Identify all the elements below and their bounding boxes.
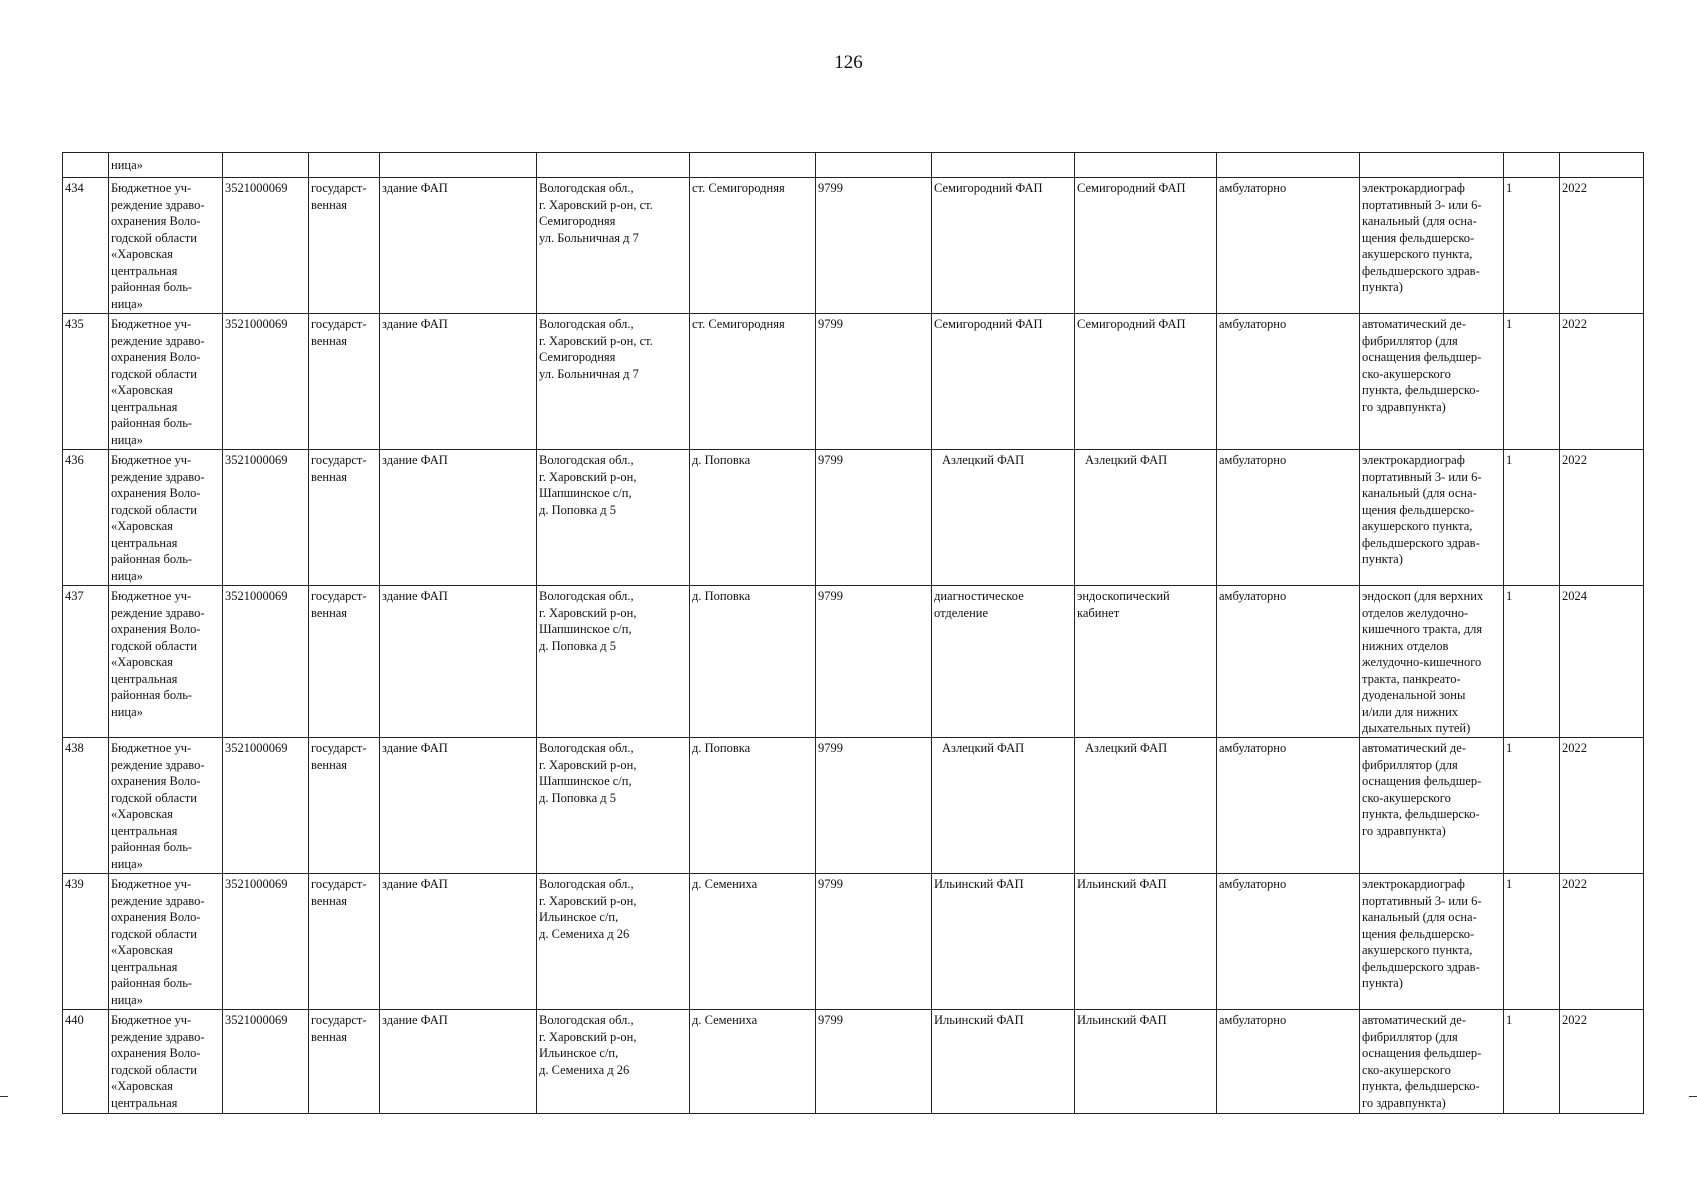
cell-qty: 1 [1504,178,1560,314]
cell-num [63,153,109,178]
cell-equipment: электрокардиограф портативный 3- или 6- канальный (для осна- щения фельдшерско- акушерского пункта, фельдшерского здрав- пункта) [1360,178,1504,314]
registry-table [62,152,1644,1114]
cell-ownership: государст- венная [309,874,380,1010]
cell-year: 2022 [1560,178,1644,314]
cell-address: Вологодская обл., г. Харовский р-он, Ильинское с/п, д. Семениха д 26 [537,1010,690,1114]
cell-division: Ильинский ФАП [932,874,1075,1010]
cell-year: 2024 [1560,586,1644,738]
cell-num: 435 [63,314,109,450]
cell-inn: 3521000069 [223,586,309,738]
cell-code: 9799 [816,450,932,586]
cell-equipment: автоматический де- фибриллятор (для оснащения фельдшер- ско-акушерского пункта, фельдшерско- го здравпункта) [1360,1010,1504,1114]
cell-address: Вологодская обл., г. Харовский р-он, Шапшинское с/п, д. Поповка д 5 [537,738,690,874]
cell-locality: д. Семениха [690,1010,816,1114]
cell-subdivision: Ильинский ФАП [1075,874,1217,1010]
cell-subdivision: Семигородний ФАП [1075,178,1217,314]
cell-inn: 3521000069 [223,314,309,450]
cell-building: здание ФАП [380,738,537,874]
cell-subdivision: эндоскопический кабинет [1075,586,1217,738]
cell-equipment: эндоскоп (для верхних отделов желудочно- кишечного тракта, для нижних отделов желудочно-кишечного тракта, панкреато- дуоденальной зоны и/или для нижних дыхательных путей) [1360,586,1504,738]
cell-division: Азлецкий ФАП [932,738,1075,874]
cell-locality: ст. Семигородняя [690,178,816,314]
cell-building: здание ФАП [380,1010,537,1114]
cell-year: 2022 [1560,738,1644,874]
cell-ownership: государст- венная [309,586,380,738]
cell-code: 9799 [816,738,932,874]
cell-year: 2022 [1560,874,1644,1010]
cell-qty [1504,153,1560,178]
cell-inn: 3521000069 [223,738,309,874]
cell-num: 434 [63,178,109,314]
cell-equipment: автоматический де- фибриллятор (для оснащения фельдшер- ско-акушерского пункта, фельдшерско- го здравпункта) [1360,314,1504,450]
page-number: 126 [834,52,863,73]
cell-year: 2022 [1560,314,1644,450]
cell-inn: 3521000069 [223,450,309,586]
cell-subdivision: Ильинский ФАП [1075,1010,1217,1114]
cell-org: Бюджетное уч- реждение здраво- охранения Воло- годской области «Харовская центральная районная боль- ница» [109,450,223,586]
cell-address: Вологодская обл., г. Харовский р-он, Шапшинское с/п, д. Поповка д 5 [537,586,690,738]
cell-address: Вологодская обл., г. Харовский р-он, Шапшинское с/п, д. Поповка д 5 [537,450,690,586]
cell-code: 9799 [816,178,932,314]
cell-locality [690,153,816,178]
cell-subdivision [1075,153,1217,178]
cell-building: здание ФАП [380,874,537,1010]
cell-ownership [309,153,380,178]
cell-num: 440 [63,1010,109,1114]
cell-qty: 1 [1504,314,1560,450]
cell-equipment: электрокардиограф портативный 3- или 6- канальный (для осна- щения фельдшерско- акушерского пункта, фельдшерского здрав- пункта) [1360,450,1504,586]
cell-subdivision: Семигородний ФАП [1075,314,1217,450]
cell-building [380,153,537,178]
cell-equipment [1360,153,1504,178]
cell-org: Бюджетное уч- реждение здраво- охранения Воло- годской области «Харовская центральная районная боль- ница» [109,586,223,738]
cell-org: Бюджетное уч- реждение здраво- охранения Воло- годской области «Харовская центральная районная боль- ница» [109,314,223,450]
cell-subdivision: Азлецкий ФАП [1075,738,1217,874]
table-row [63,1010,1644,1114]
cell-org: Бюджетное уч- реждение здраво- охранения Воло- годской области «Харовская центральная районная боль- ница» [109,178,223,314]
cell-inn: 3521000069 [223,178,309,314]
cell-inn: 3521000069 [223,874,309,1010]
cell-org: Бюджетное уч- реждение здраво- охранения Воло- годской области «Харовская центральная [109,1010,223,1114]
table-row [63,738,1644,874]
cell-mode: амбулаторно [1217,1010,1360,1114]
cell-qty: 1 [1504,1010,1560,1114]
cell-qty: 1 [1504,874,1560,1010]
cell-locality: д. Поповка [690,450,816,586]
cell-mode: амбулаторно [1217,178,1360,314]
cell-subdivision: Азлецкий ФАП [1075,450,1217,586]
cell-code [816,153,932,178]
cell-division: Семигородний ФАП [932,314,1075,450]
cell-address [537,153,690,178]
cell-mode [1217,153,1360,178]
table-row [63,314,1644,450]
cell-ownership: государст- венная [309,178,380,314]
cell-year [1560,153,1644,178]
cell-locality: ст. Семигородняя [690,314,816,450]
table-row [63,586,1644,738]
table-row [63,450,1644,586]
cell-building: здание ФАП [380,178,537,314]
cell-building: здание ФАП [380,450,537,586]
cell-num: 438 [63,738,109,874]
cell-division: Семигородний ФАП [932,178,1075,314]
cell-division: Азлецкий ФАП [932,450,1075,586]
scan-edge-mark-right [1689,1096,1697,1097]
cell-ownership: государст- венная [309,314,380,450]
cell-year: 2022 [1560,450,1644,586]
scan-edge-mark-left [0,1096,8,1097]
cell-qty: 1 [1504,586,1560,738]
cell-code: 9799 [816,874,932,1010]
cell-num: 439 [63,874,109,1010]
cell-org: Бюджетное уч- реждение здраво- охранения Воло- годской области «Харовская центральная районная боль- ница» [109,874,223,1010]
cell-address: Вологодская обл., г. Харовский р-он, ст. Семигородняя ул. Больничная д 7 [537,178,690,314]
cell-num: 437 [63,586,109,738]
cell-num: 436 [63,450,109,586]
cell-building: здание ФАП [380,586,537,738]
cell-ownership: государст- венная [309,450,380,586]
cell-ownership: государст- венная [309,1010,380,1114]
cell-org: ница» [109,153,223,178]
cell-equipment: электрокардиограф портативный 3- или 6- канальный (для осна- щения фельдшерско- акушерского пункта, фельдшерского здрав- пункта) [1360,874,1504,1010]
cell-inn [223,153,309,178]
cell-equipment: автоматический де- фибриллятор (для оснащения фельдшер- ско-акушерского пункта, фельдшерско- го здравпункта) [1360,738,1504,874]
cell-code: 9799 [816,314,932,450]
cell-locality: д. Поповка [690,586,816,738]
cell-locality: д. Семениха [690,874,816,1010]
cell-mode: амбулаторно [1217,738,1360,874]
cell-mode: амбулаторно [1217,586,1360,738]
cell-division: Ильинский ФАП [932,1010,1075,1114]
cell-ownership: государст- венная [309,738,380,874]
continuation-row [63,153,1644,178]
table-row [63,874,1644,1010]
cell-qty: 1 [1504,738,1560,874]
cell-building: здание ФАП [380,314,537,450]
cell-org: Бюджетное уч- реждение здраво- охранения Воло- годской области «Харовская центральная районная боль- ница» [109,738,223,874]
cell-locality: д. Поповка [690,738,816,874]
cell-mode: амбулаторно [1217,874,1360,1010]
cell-code: 9799 [816,1010,932,1114]
cell-qty: 1 [1504,450,1560,586]
cell-inn: 3521000069 [223,1010,309,1114]
cell-year: 2022 [1560,1010,1644,1114]
cell-mode: амбулаторно [1217,450,1360,586]
table-row [63,178,1644,314]
cell-code: 9799 [816,586,932,738]
cell-division: диагностическое отделение [932,586,1075,738]
cell-division [932,153,1075,178]
cell-address: Вологодская обл., г. Харовский р-он, ст. Семигородняя ул. Больничная д 7 [537,314,690,450]
cell-address: Вологодская обл., г. Харовский р-он, Ильинское с/п, д. Семениха д 26 [537,874,690,1010]
cell-mode: амбулаторно [1217,314,1360,450]
